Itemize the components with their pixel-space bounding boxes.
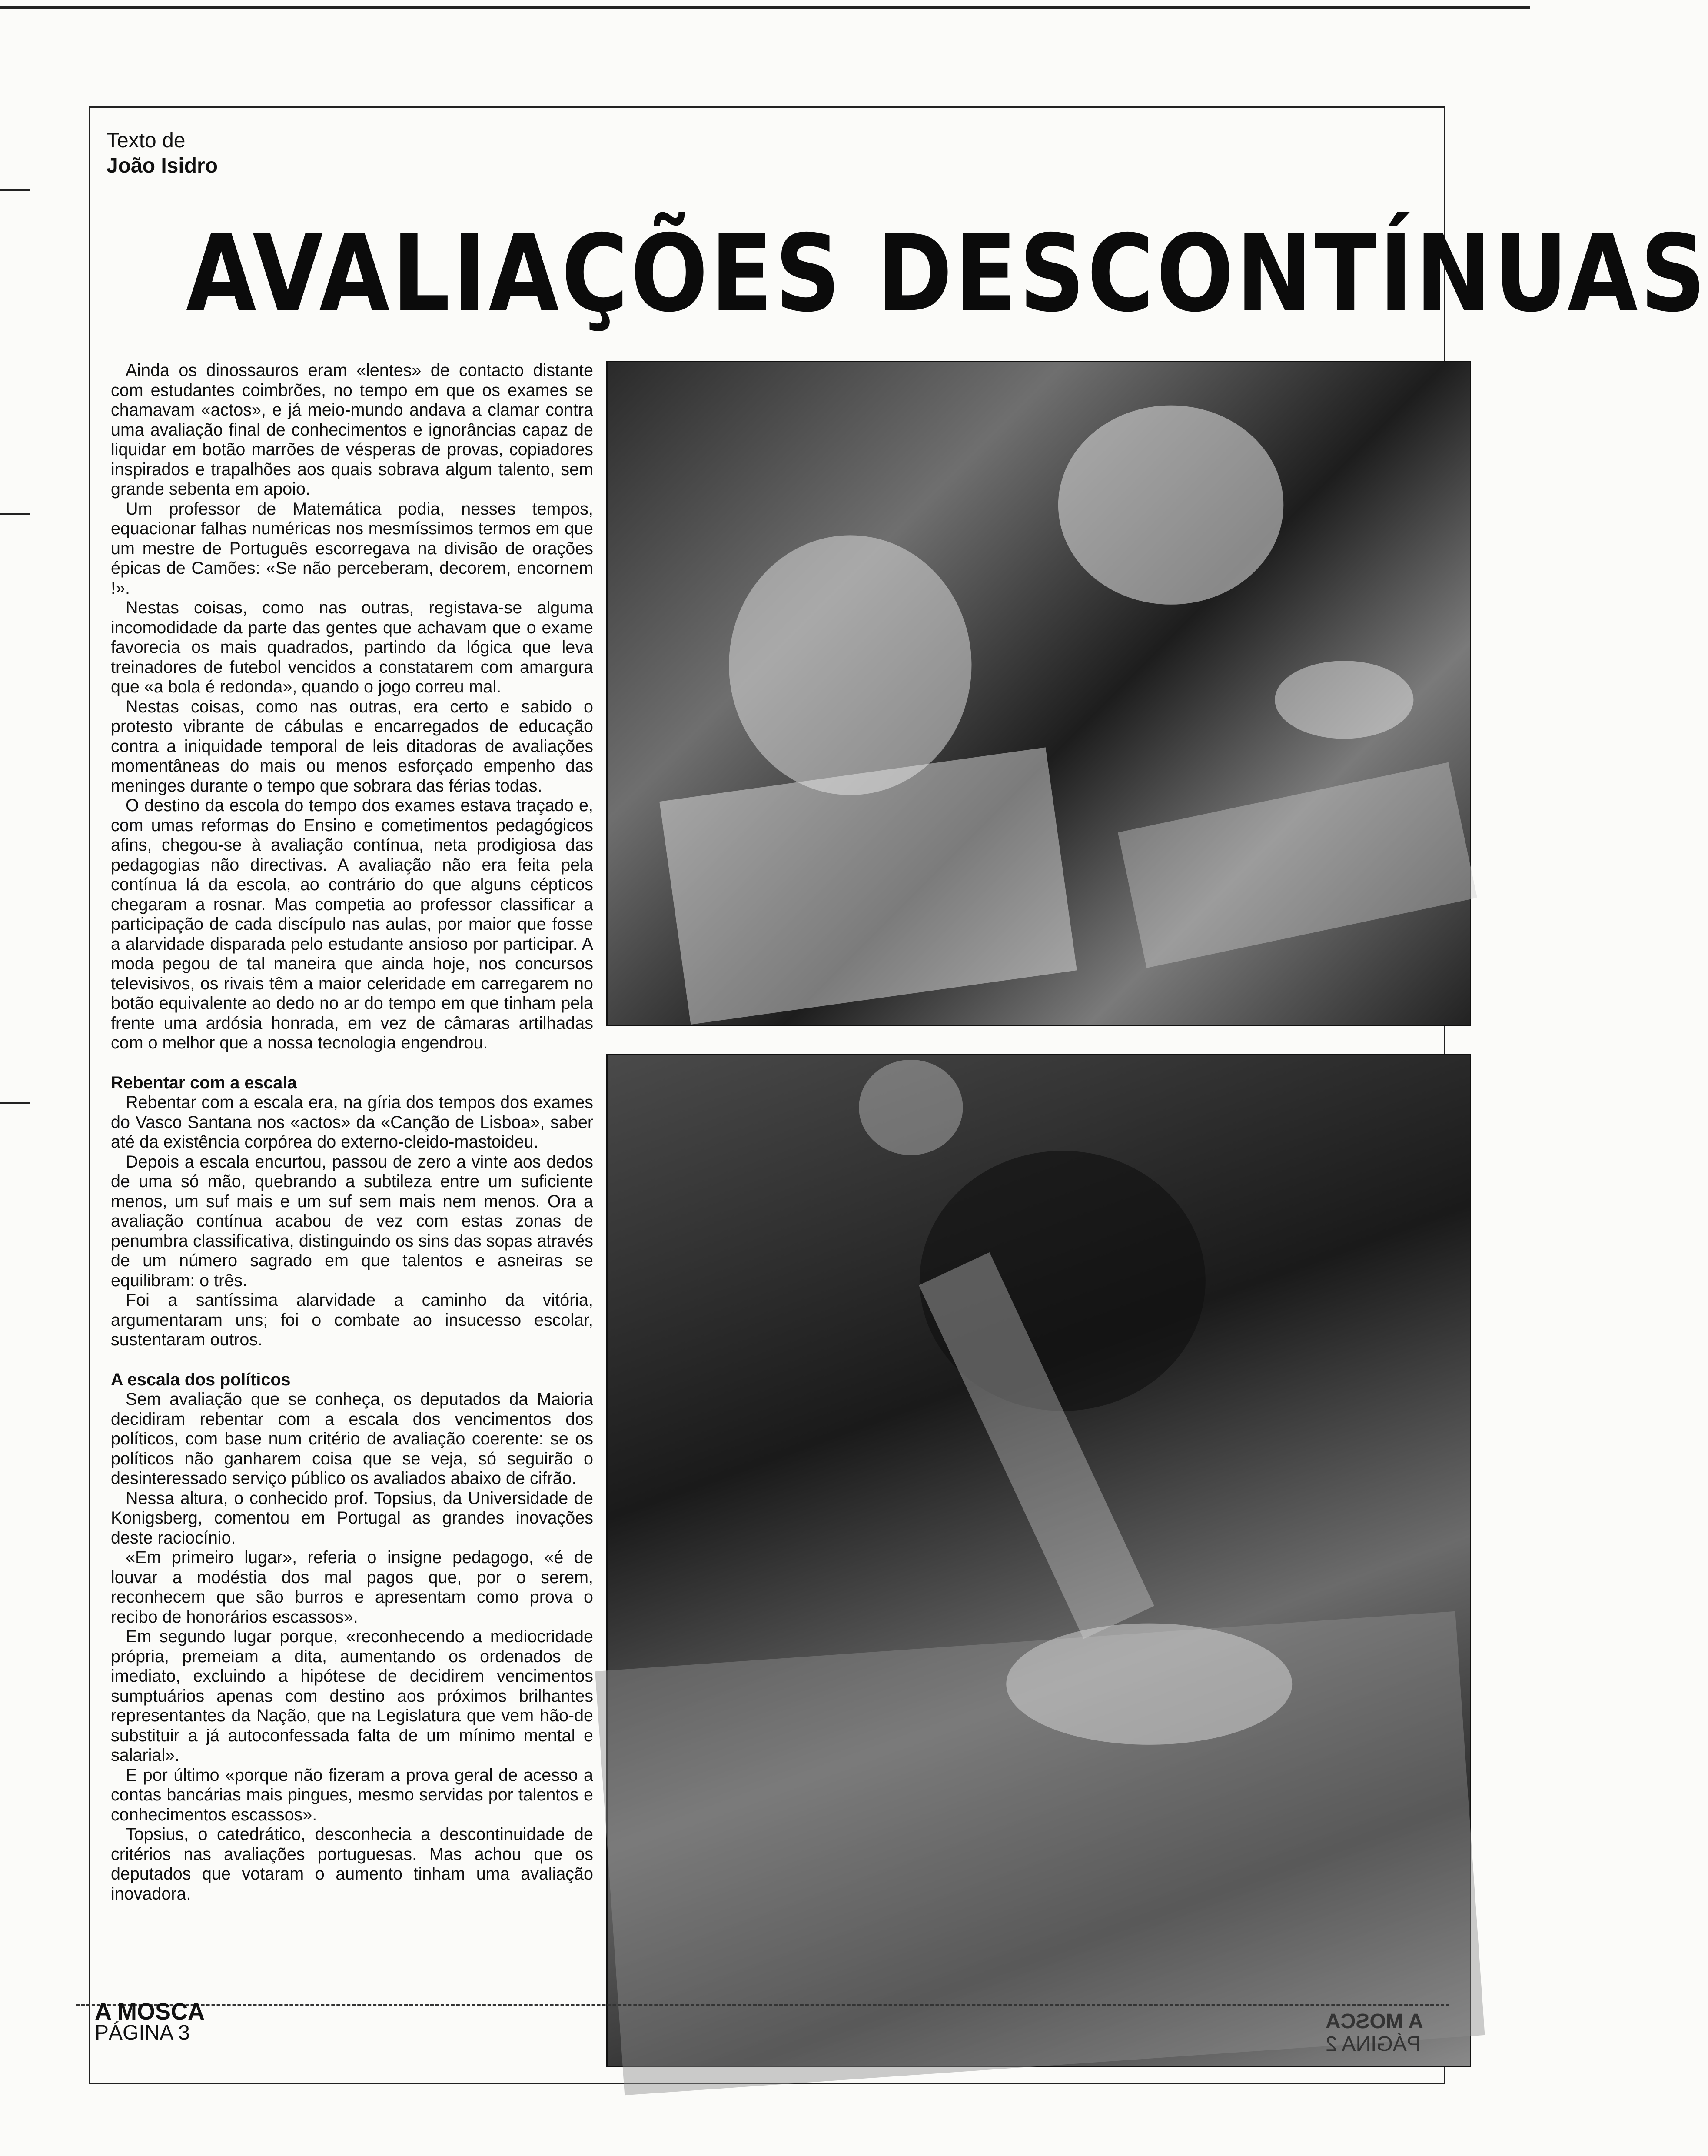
top-rule [0,6,1530,9]
byline-label: Texto de [106,129,186,152]
paragraph: Topsius, o catedrático, desconhecia a descontinuidade de critérios nas avaliações portuguesas. Mas achou que os deputados que votaram o aumento tinham uma avaliação inovadora. [111,1825,593,1903]
footer-brand: A MOSCA [95,1999,205,2025]
margin-tick [0,1102,30,1104]
mirrored-bleedthrough [1326,2010,1423,2056]
margin-tick [0,513,30,515]
section-heading: Rebentar com a escala [111,1073,297,1092]
paragraph: Rebentar com a escala era, na gíria dos tempos dos exames do Vasco Santana nos «actos» da «Canção de Lisboa», saber até da existência corpórea do externo-cleido-mastoideu. [111,1093,593,1151]
paragraph: «Em primeiro lugar», referia o insigne pedagogo, «é de louvar a modéstia dos mal pagos que, por o serem, reconhecem que são burros e apresentam como prova o recibo de honorários escassos». [111,1548,593,1627]
byline [106,128,218,179]
mirrored-page-number: PÁGINA 2 [1326,2033,1421,2056]
paragraph: E por último «porque não fizeram a prova geral de acesso a contas bancárias mais pingues, mesmo servidas por talentos e conhecimentos escassos». [111,1765,593,1824]
paragraph: Depois a escala encurtou, passou de zero a vinte aos dedos de uma só mão, quebrando a subtileza entre um suficiente menos, um suf mais e um suf sem mais nem menos. Ora a avaliação contínua acabou de vez com estas zonas de penumbra classificativa, distinguindo os sins das sopas através de um número sagrado em que talentos e asneiras se equilibram: o três. [111,1152,593,1290]
footer-rule [76,2004,1449,2006]
paragraph: O destino da escola do tempo dos exames estava traçado e, com umas reformas do Ensino e cometimentos pedagógicos afins, chegou-se à avaliação contínua, neta prodigiosa das pedagogias não directivas. A avaliação não era feita pela contínua lá da escola, ao contrário do que alguns cépticos chegaram a rosnar. Mas competia ao professor classificar a participação de cada discípulo nas aulas, por maior que fosse a alarvidade disparada pelo estudante ansioso por participar. A moda pegou de tal maneira que ainda hoje, nos concursos televisivos, os rivais têm a maior celeridade em carregarem no botão equivalente ao dedo no ar do tempo em que tinham pela frente uma ardósia honrada, em vez de câmaras artilhadas com o melhor que a nossa tecnologia engendrou. [111,796,593,1052]
headline: AVALIAÇÕES DESCONTÍNUAS [186,212,1708,336]
paragraph: Foi a santíssima alarvidade a caminho da vitória, argumentaram uns; foi o combate ao insucesso escolar, sustentaram outros. [111,1291,593,1349]
byline-author: João Isidro [106,154,218,177]
photo-student-at-desk [606,1054,1471,2067]
paragraph: Nestas coisas, como nas outras, registava-se alguma incomodidade da parte das gentes que achavam que o exame favorecia os mais quadrados, partindo da lógica que leva treinadores de futebol vencidos a constatarem com amargura que «a bola é redonda», quando o jogo correu mal. [111,598,593,696]
paragraph: Nessa altura, o conhecido prof. Topsius, da Universidade de Konigsberg, comentou em Portugal as grandes inovações deste raciocínio. [111,1488,593,1547]
footer-page-number: PÁGINA 3 [95,2021,190,2044]
article-column-1 [111,361,593,1904]
margin-tick [0,189,30,191]
paragraph: Nestas coisas, como nas outras, era certo e sabido o protesto vibrante de cábulas e encarregados de educação contra a iniquidade temporal de leis ditadoras de avaliações momentâneas do mais ou menos esforçado empenho das meninges durante o tempo que sobrara das férias todas. [111,697,593,795]
photo-students-writing [606,361,1471,1026]
section-heading: A escala dos políticos [111,1370,291,1389]
paragraph: Em segundo lugar porque, «reconhecendo a mediocridade própria, premeiam a dita, aumentando os ordenados de imediato, excluindo a hipótese de decidirem vencimentos sumptuários apenas com destino aos próximos brilhantes representantes da Nação, que na Legislatura que vem hão-de substituir a já autoconfessada falta de um mínimo mental e salarial». [111,1627,593,1765]
paragraph: Um professor de Matemática podia, nesses tempos, equacionar falhas numéricas nos mesmíssimos termos em que um mestre de Português escorregava na divisão de orações épicas de Camões: «Se não perceberam, decorem, encornem !». [111,499,593,598]
mirrored-brand: A MOSCA [1326,2010,1423,2033]
paragraph: Ainda os dinossauros eram «lentes» de contacto distante com estudantes coimbrões, no tempo em que os exames se chamavam «actos», e já meio-mundo andava a clamar contra uma avaliação final de conhecimentos e ignorâncias capaz de liquidar em botão marrões de vésperas de provas, copiadores inspirados e trapalhões aos quais sobrava algum talento, sem grande sebenta em apoio. [111,361,593,499]
paragraph: Sem avaliação que se conheça, os deputados da Maioria decidiram rebentar com a escala dos vencimentos dos políticos, com base num critério de avaliação coerente: se os políticos não ganharem coisa que se veja, só seguirão o desinteressado serviço público os avaliados abaixo de cifrão. [111,1390,593,1488]
